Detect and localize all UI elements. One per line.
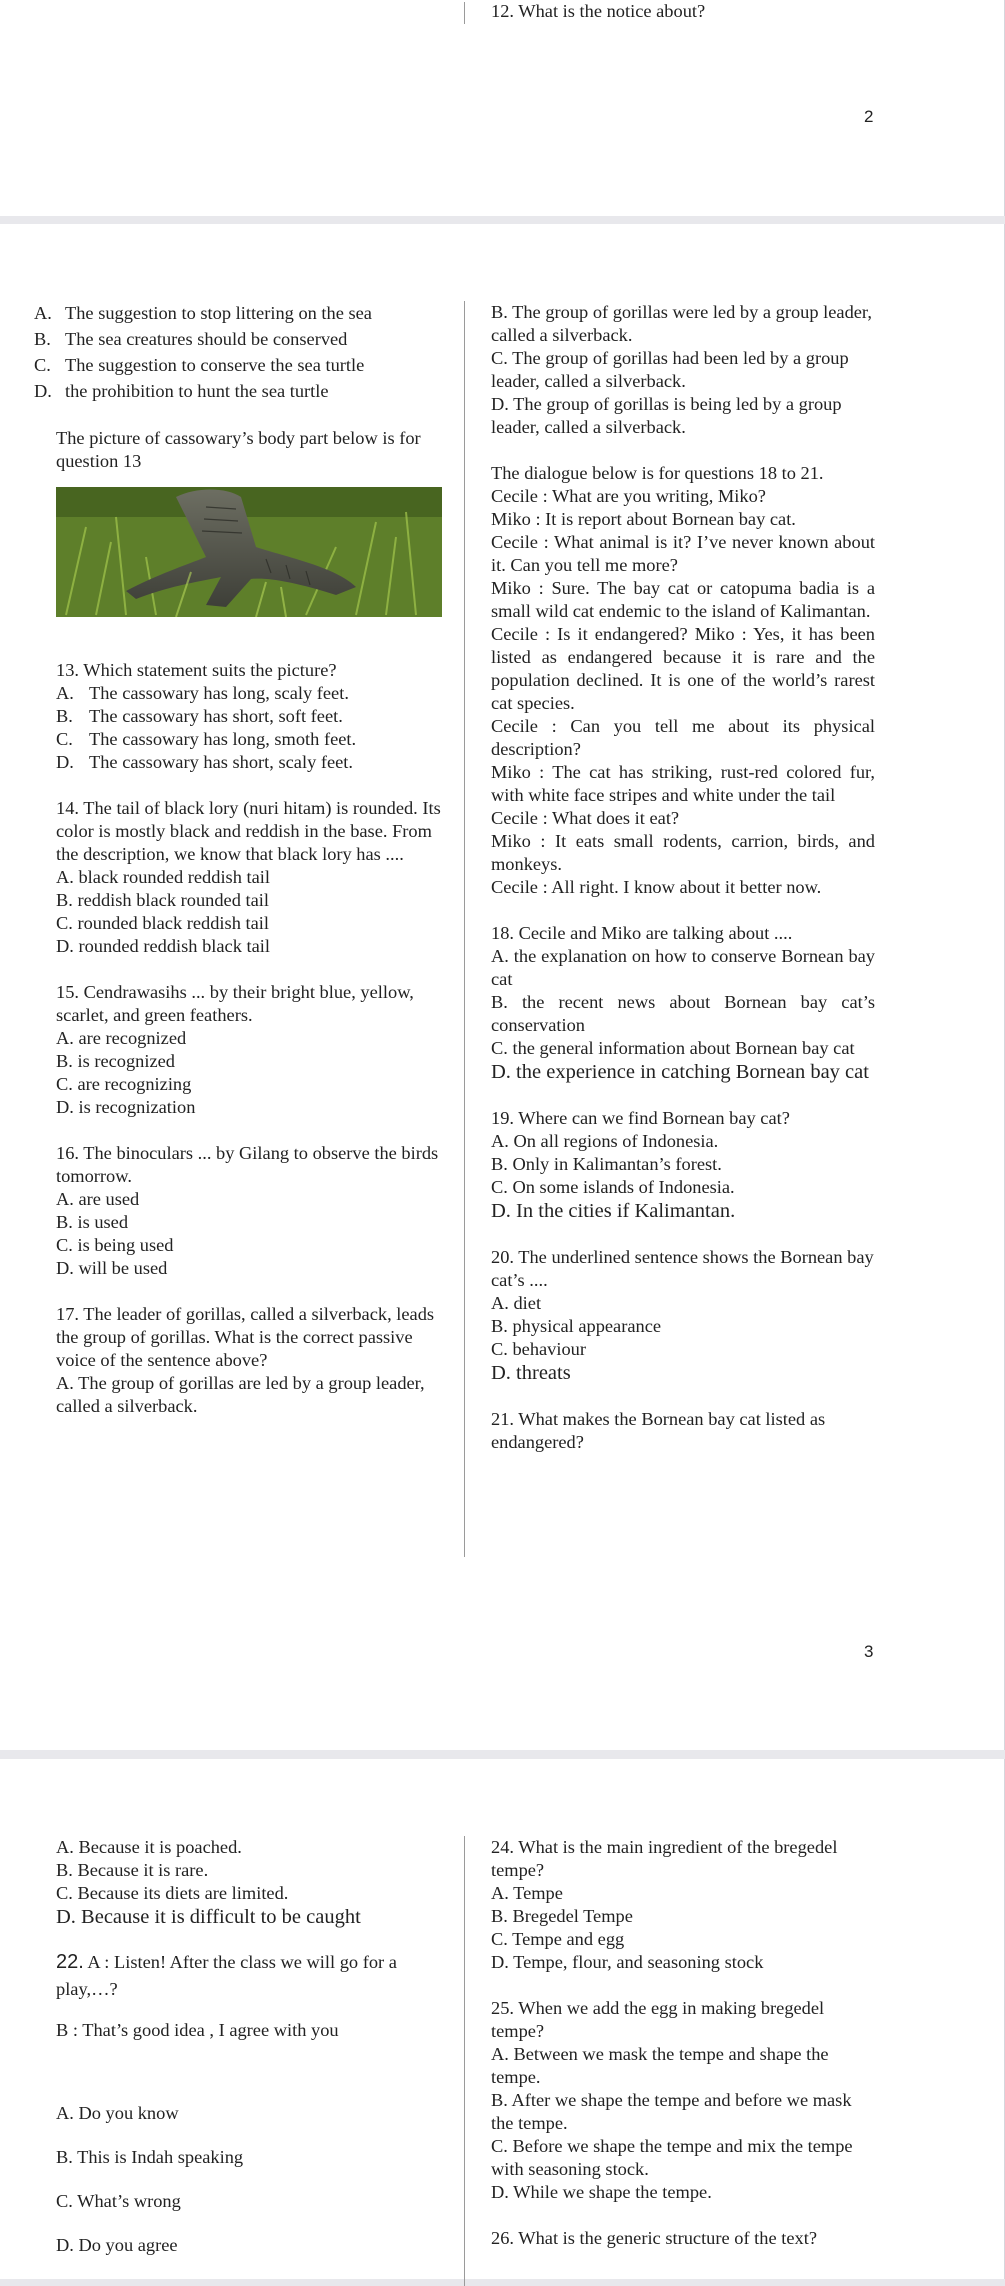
option-c[interactable]: C. What’s wrong xyxy=(56,2191,181,2211)
option-a[interactable]: A. diet xyxy=(491,1293,542,1313)
dialogue-line: Miko : The cat has striking, rust-red colored fur, with white face stripes and white under the tail xyxy=(491,762,875,805)
dialogue-line: Miko : It is report about Bornean bay cat. xyxy=(491,509,796,529)
option-d[interactable]: D. Because it is difficult to be caught xyxy=(56,1906,361,1928)
option-b[interactable]: B. physical appearance xyxy=(491,1316,662,1336)
option-c[interactable]: C. behaviour xyxy=(491,1339,586,1359)
left-column xyxy=(56,1836,444,2257)
page-number: 2 xyxy=(864,107,874,126)
option-b[interactable]: B. the recent news about Bornean bay cat’s conservation xyxy=(491,992,875,1035)
option-c[interactable]: C. Because its diets are limited. xyxy=(56,1883,289,1903)
cassowary-intro: The picture of cassowary’s body part below is for question 13 xyxy=(56,428,421,471)
option-d[interactable]: D. is recognization xyxy=(56,1097,196,1117)
cassowary-foot-image xyxy=(56,487,442,617)
q13-question: 13. Which statement suits the picture? xyxy=(56,660,337,680)
q17-question: 17. The leader of gorillas, called a silverback, leads the group of gorillas. What is the correct passive voice of the sentence above? xyxy=(56,1304,435,1370)
option-d[interactable]: D. will be used xyxy=(56,1258,168,1278)
q18-question: 18. Cecile and Miko are talking about .... xyxy=(491,923,793,943)
option-c[interactable]: C. Before we shape the tempe and mix the tempe with seasoning stock. xyxy=(491,2136,853,2179)
dialogue xyxy=(491,485,875,899)
option-b[interactable]: B. Because it is rare. xyxy=(56,1860,209,1880)
option-c[interactable]: C. are recognizing xyxy=(56,1074,192,1094)
dialogue-line: Cecile : Is it endangered? Miko : Yes, it has been listed as endangered because it is rare and the population declined. It is one of the world’s rarest cat species. xyxy=(491,624,875,713)
option-b[interactable]: B. The cassowary has short, soft feet. xyxy=(56,706,343,726)
option-d[interactable]: D. Do you agree xyxy=(56,2235,178,2255)
dialogue-intro: The dialogue below is for questions 18 to 21. xyxy=(491,463,824,483)
q25-question: 25. When we add the egg in making bregedel tempe? xyxy=(491,1998,825,2041)
option-b[interactable]: B. is used xyxy=(56,1212,129,1232)
option-d[interactable]: D. The cassowary has short, scaly feet. xyxy=(56,752,354,772)
q15-question: 15. Cendrawasihs ... by their bright blue, yellow, scarlet, and green feathers. xyxy=(56,982,414,1025)
option-a[interactable]: A. The suggestion to stop littering on the sea xyxy=(34,303,372,323)
dialogue-line: Miko : It eats small rodents, carrion, birds, and monkeys. xyxy=(491,831,875,874)
q14-question: 14. The tail of black lory (nuri hitam) is rounded. Its color is mostly black and reddish in the base. From the description, we know that black lory has .... xyxy=(56,798,441,864)
cassowary-foot-picture xyxy=(56,487,442,617)
option-d[interactable]: D. While we shape the tempe. xyxy=(491,2182,712,2202)
q22-question: 22. A : Listen! After the class we will go for a play,…? xyxy=(56,1951,397,1999)
dialogue-line: Cecile : What are you writing, Miko? xyxy=(491,486,766,506)
q19-question: 19. Where can we find Bornean bay cat? xyxy=(491,1108,790,1128)
option-c[interactable]: C. Tempe and egg xyxy=(491,1929,625,1949)
option-d[interactable]: D. the prohibition to hunt the sea turtle xyxy=(34,381,329,401)
option-b[interactable]: B. Bregedel Tempe xyxy=(491,1906,633,1926)
option-a[interactable]: A. Tempe xyxy=(491,1883,563,1903)
right-column xyxy=(491,301,875,1454)
option-d[interactable]: D. Tempe, flour, and seasoning stock xyxy=(491,1952,764,1972)
option-a[interactable]: A. The cassowary has long, scaly feet. xyxy=(56,683,349,703)
option-a[interactable]: A. The group of gorillas are led by a group leader, called a silverback. xyxy=(56,1373,425,1416)
option-c[interactable]: C. On some islands of Indonesia. xyxy=(491,1177,735,1197)
dialogue-line: Cecile : What animal is it? I’ve never known about it. Can you tell me more? xyxy=(491,532,875,575)
option-c[interactable]: C. The group of gorillas had been led by a group leader, called a silverback. xyxy=(491,348,849,391)
q22-reply: B : That’s good idea , I agree with you xyxy=(56,2020,339,2040)
option-b[interactable]: B. This is Indah speaking xyxy=(56,2147,244,2167)
option-a[interactable]: A. Between we mask the tempe and shape the tempe. xyxy=(491,2044,829,2087)
option-d[interactable]: D. In the cities if Kalimantan. xyxy=(491,1200,736,1222)
column-divider xyxy=(464,1836,465,2286)
option-a[interactable]: A. the explanation on how to conserve Bornean bay cat xyxy=(491,946,875,989)
option-a[interactable]: A. Do you know xyxy=(56,2103,179,2123)
question-12: 12. What is the notice about? xyxy=(491,1,706,21)
right-column xyxy=(491,0,879,23)
dialogue-line: Cecile : What does it eat? xyxy=(491,808,680,828)
dialogue-line: Cecile : All right. I know about it better now. xyxy=(491,877,822,897)
q24-question: 24. What is the main ingredient of the bregedel tempe? xyxy=(491,1837,838,1880)
option-d[interactable]: D. The group of gorillas is being led by a group leader, called a silverback. xyxy=(491,394,842,437)
dialogue-line: Cecile : Can you tell me about its physical description? xyxy=(491,716,875,759)
q13-options xyxy=(56,682,444,774)
dialogue-line: Miko : Sure. The bay cat or catopuma badia is a small wild cat endemic to the island of Kalimantan. xyxy=(491,578,875,621)
option-a[interactable]: A. black rounded reddish tail xyxy=(56,867,270,887)
page-2 xyxy=(0,0,1005,216)
page-4 xyxy=(0,1759,1005,2279)
option-d[interactable]: D. threats xyxy=(491,1362,571,1384)
option-c[interactable]: C. The cassowary has long, smoth feet. xyxy=(56,729,357,749)
option-b[interactable]: B. After we shape the tempe and before we mask the tempe. xyxy=(491,2090,852,2133)
q12-options xyxy=(0,300,444,404)
page-3 xyxy=(0,224,1005,1750)
option-a[interactable]: A. On all regions of Indonesia. xyxy=(491,1131,719,1151)
option-b[interactable]: B. Only in Kalimantan’s forest. xyxy=(491,1154,722,1174)
option-c[interactable]: C. the general information about Bornean bay cat xyxy=(491,1038,855,1058)
option-c[interactable]: C. is being used xyxy=(56,1235,174,1255)
option-c[interactable]: C. The suggestion to conserve the sea turtle xyxy=(34,355,365,375)
page-number: 3 xyxy=(864,1642,874,1661)
q16-question: 16. The binoculars ... by Gilang to observe the birds tomorrow. xyxy=(56,1143,439,1186)
option-c[interactable]: C. rounded black reddish tail xyxy=(56,913,269,933)
q26-question: 26. What is the generic structure of the text? xyxy=(491,2228,817,2248)
column-divider xyxy=(464,301,465,1557)
q21-question: 21. What makes the Bornean bay cat listed as endangered? xyxy=(491,1409,826,1452)
option-d[interactable]: D. rounded reddish black tail xyxy=(56,936,270,956)
option-b[interactable]: B. is recognized xyxy=(56,1051,175,1071)
left-column xyxy=(34,300,444,1418)
option-b[interactable]: B. The sea creatures should be conserved xyxy=(34,329,348,349)
right-column xyxy=(491,1836,875,2250)
option-a[interactable]: A. are recognized xyxy=(56,1028,187,1048)
column-divider xyxy=(464,2,465,24)
q20-question: 20. The underlined sentence shows the Bornean bay cat’s .... xyxy=(491,1247,874,1290)
option-d[interactable]: D. the experience in catching Bornean bay cat xyxy=(491,1061,869,1083)
option-b[interactable]: B. reddish black rounded tail xyxy=(56,890,269,910)
option-a[interactable]: A. are used xyxy=(56,1189,140,1209)
option-a[interactable]: A. Because it is poached. xyxy=(56,1837,242,1857)
option-b[interactable]: B. The group of gorillas were led by a group leader, called a silverback. xyxy=(491,302,872,345)
